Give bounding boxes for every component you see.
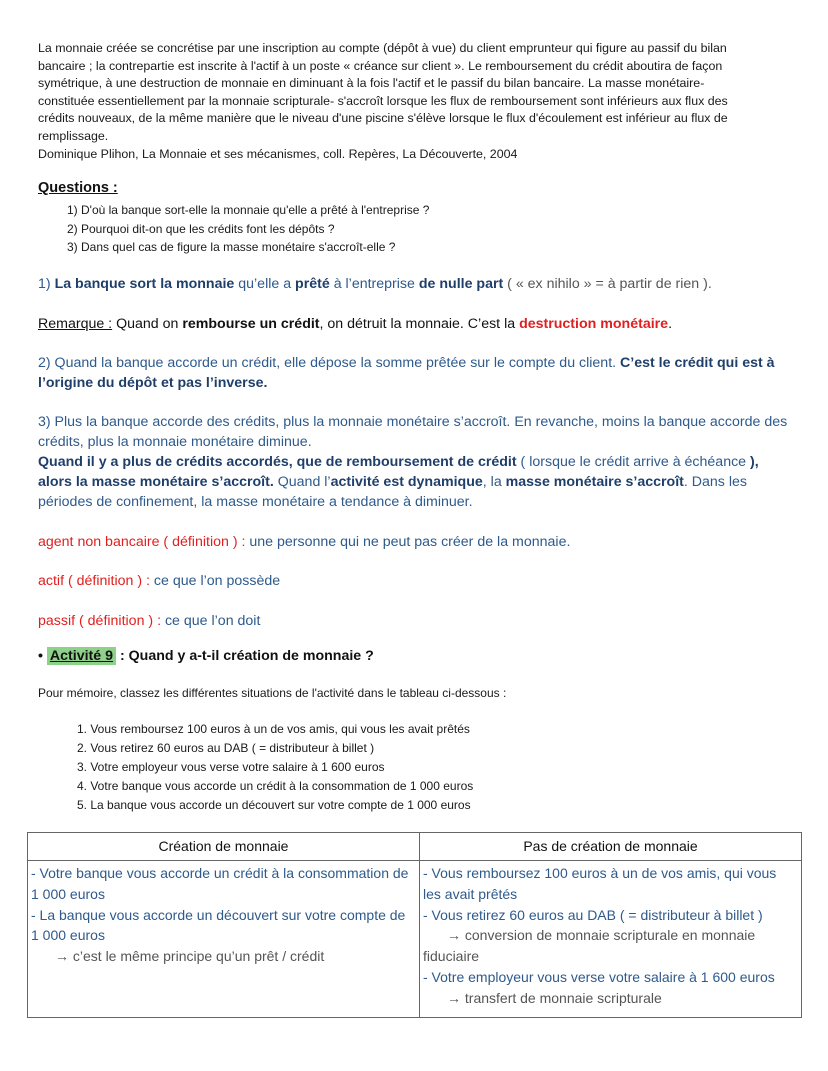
cell-arrow-note: → conversion de monnaie scripturale en monnaie <box>447 927 756 944</box>
cell-pas-creation <box>420 861 802 1018</box>
bullet: • <box>38 648 43 664</box>
definition-passif: passif ( définition ) : ce que l’on doit <box>38 613 261 629</box>
quote-line: remplissage. <box>38 128 109 143</box>
cell-arrow-note: → c’est le même principe qu’un prêt / crédit <box>55 948 325 965</box>
activity-title: : Quand y a-t-il création de monnaie ? <box>116 648 374 664</box>
cell-line: - Vous retirez 60 euros au DAB ( = distributeur à billet ) <box>423 906 763 923</box>
quote-line: La monnaie créée se concrétise par une inscription au compte (dépôt à vue) du client emprunteur qui figure au passif du bilan <box>38 41 727 55</box>
question-item: 2) Pourquoi dit-on que les crédits font les dépôts ? <box>67 221 335 236</box>
question-item: 1) D'où la banque sort-elle la monnaie qu'elle a prêté à l'entreprise ? <box>67 203 430 217</box>
cell-line: - Vous remboursez 100 euros à un de vos amis, qui vous les avait prêtés <box>423 865 777 902</box>
situation-item: 1. Vous remboursez 100 euros à un de vos amis, qui vous les avait prêtés <box>77 722 470 736</box>
activity-heading <box>38 648 374 664</box>
header-creation: Création de monnaie <box>28 833 420 861</box>
answer-1: 1) La banque sort la monnaie qu’elle a prêté à l’entreprise de nulle part ( « ex nihilo » = à partir de rien ). <box>38 276 712 292</box>
questions-list <box>67 201 429 257</box>
cell-line: - Votre employeur vous verse votre salaire à 1 600 euros <box>423 968 775 985</box>
cell-arrow-note: → transfert de monnaie scripturale <box>447 989 662 1006</box>
quote-source: Dominique Plihon, La Monnaie et ses mécanismes, coll. Repères, La Découverte, 2004 <box>38 146 518 161</box>
quote-block <box>38 40 774 163</box>
cell-arrow-cont: fiduciaire <box>423 948 480 965</box>
question-item: 3) Dans quel cas de figure la masse monétaire s'accroît-elle ? <box>67 240 396 254</box>
situation-item: 3. Votre employeur vous verse votre salaire à 1 600 euros <box>77 760 385 774</box>
cell-creation <box>28 861 420 1018</box>
classification-table <box>27 832 802 1018</box>
quote-line: constituée essentiellement par la monnaie scripturale- s'accroît lorsque les flux de remboursement sont inférieurs aux flux des <box>38 93 728 108</box>
situation-item: 2. Vous retirez 60 euros au DAB ( = distributeur à billet ) <box>77 741 375 755</box>
header-pas-creation: Pas de création de monnaie <box>420 833 802 861</box>
cell-line: - La banque vous accorde un découvert sur votre compte de 1 000 euros <box>31 906 406 944</box>
table-header-row <box>28 833 802 861</box>
definition-actif: actif ( définition ) : ce que l’on possède <box>38 573 281 589</box>
quote-line: crédits nouveaux, de la même manière que le niveau d'une piscine s'élève lorsque le flux d'écoulement est inférieur au flux de <box>38 111 728 126</box>
cell-line: - Votre banque vous accorde un crédit à la consommation de 1 000 euros <box>31 865 409 902</box>
table-row <box>28 861 802 1018</box>
answer-2: 2) Quand la banque accorde un crédit, elle dépose la somme prêtée sur le compte du client. C’est le crédit qui est à l’origine du dépôt et pas l’inverse. <box>38 355 775 391</box>
quote-line: bancaire ; la contrepartie est inscrite à l'actif à un poste « créance sur client ». Le remboursement du crédit aboutira de façon <box>38 58 723 73</box>
questions-title: Questions : <box>38 180 118 196</box>
definition-agent-non-bancaire: agent non bancaire ( définition ) : une personne qui ne peut pas créer de la monnaie. <box>38 534 571 550</box>
situations-list <box>77 720 473 815</box>
quote-line: symétrique, à une destruction de monnaie en diminuant à la fois l'actif et le passif du bilan bancaire. La masse monétaire- <box>38 76 705 91</box>
answer-3: 3) Plus la banque accorde des crédits, plus la monnaie monétaire s’accroît. En revanche, moins la banque accorde des crédits, plus la monnaie monétaire diminue. Quand il y a plus de crédits accordés, que de remboursement de crédit ( lorsque le crédit arrive à échéance ), alors la masse monétaire s’accroît. Quand l’activité est dynamique, la masse monétaire s’accroît. Dans les périodes de confinement, la masse monétaire a tendance à diminuer. <box>38 414 788 510</box>
situation-item: 5. La banque vous accorde un découvert sur votre compte de 1 000 euros <box>77 798 471 812</box>
remark: Remarque : Quand on rembourse un crédit, on détruit la monnaie. C’est la destruction monétaire. <box>38 316 673 332</box>
situation-item: 4. Votre banque vous accorde un crédit à la consommation de 1 000 euros <box>77 779 474 793</box>
memo-text: Pour mémoire, classez les différentes situations de l'activité dans le tableau ci-dessous : <box>38 686 507 700</box>
activity-label: Activité 9 <box>47 647 116 665</box>
